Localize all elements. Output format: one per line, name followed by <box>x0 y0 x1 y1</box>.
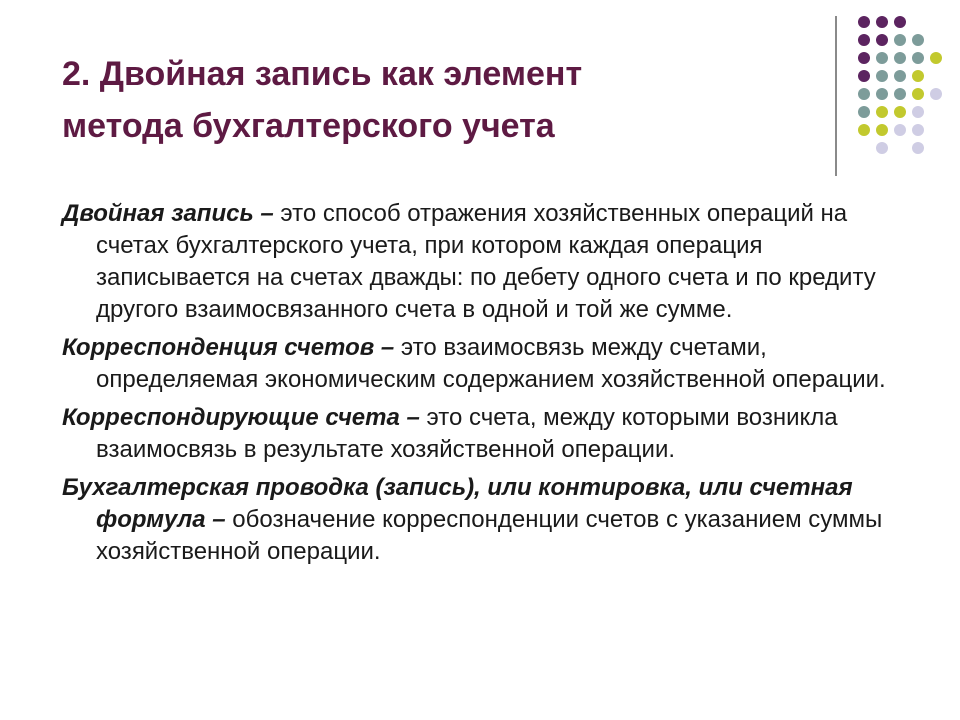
dot-grid-icon <box>858 70 870 82</box>
dot-grid-icon <box>858 124 870 136</box>
dot-grid-icon <box>858 52 870 64</box>
definition-text: это способ отражения хозяйственных операций на счетах бухгалтерского учета, при котором каждая операция записывается на счетах дважды: по дебету одного счета и по кредиту другого взаимосвязанного счета в одной и той же сумме. <box>96 200 876 323</box>
dot-grid-icon <box>894 106 906 118</box>
dot-grid-icon <box>894 16 906 28</box>
dot-grid-icon <box>876 124 888 136</box>
dot-grid-icon <box>912 106 924 118</box>
dot-grid-icon <box>858 34 870 46</box>
dot-grid-icon <box>876 142 888 154</box>
definition-term: Корреспонденция счетов – <box>62 334 395 361</box>
dot-grid-icon <box>858 106 870 118</box>
dot-grid-icon <box>930 52 942 64</box>
dot-grid-icon <box>876 70 888 82</box>
dot-grid-icon <box>876 88 888 100</box>
dot-grid-icon <box>876 106 888 118</box>
definition-term: Бухгалтерская проводка (запись), или контировка, или счетная формула – <box>62 474 853 533</box>
dot-grid-icon <box>894 88 906 100</box>
dot-grid-icon <box>858 88 870 100</box>
definition-item <box>62 198 902 326</box>
dot-grid-icon <box>912 142 924 154</box>
definition-item <box>62 332 902 396</box>
slide-title <box>62 48 802 152</box>
dot-grid-icon <box>912 52 924 64</box>
dot-grid-icon <box>876 16 888 28</box>
definitions-list <box>62 198 902 574</box>
dot-grid-icon <box>894 34 906 46</box>
dot-grid-icon <box>912 70 924 82</box>
dot-grid-icon <box>912 88 924 100</box>
title-line-1: 2. Двойная запись как элемент <box>62 55 583 93</box>
definition-term: Двойная запись – <box>62 200 274 227</box>
dot-grid-icon <box>894 52 906 64</box>
dot-grid-icon <box>894 70 906 82</box>
dot-grid-icon <box>858 16 870 28</box>
dot-grid-icon <box>912 124 924 136</box>
definition-item <box>62 472 902 568</box>
dot-grid-icon <box>876 34 888 46</box>
definition-item <box>62 402 902 466</box>
dot-grid-icon <box>876 52 888 64</box>
definition-text: это взаимосвязь между счетами, определяемая экономическим содержанием хозяйственной операции. <box>96 334 886 393</box>
dot-grid-icon <box>894 124 906 136</box>
definition-term: Корреспондирующие счета – <box>62 404 420 431</box>
title-line-2: метода бухгалтерского учета <box>62 107 555 145</box>
dot-grid-icon <box>930 88 942 100</box>
vertical-divider <box>835 16 837 176</box>
dot-grid-icon <box>912 34 924 46</box>
definition-text: это счета, между которыми возникла взаимосвязь в результате хозяйственной операции. <box>96 404 838 463</box>
definition-text: обозначение корреспонденции счетов с указанием суммы хозяйственной операции. <box>96 506 883 565</box>
